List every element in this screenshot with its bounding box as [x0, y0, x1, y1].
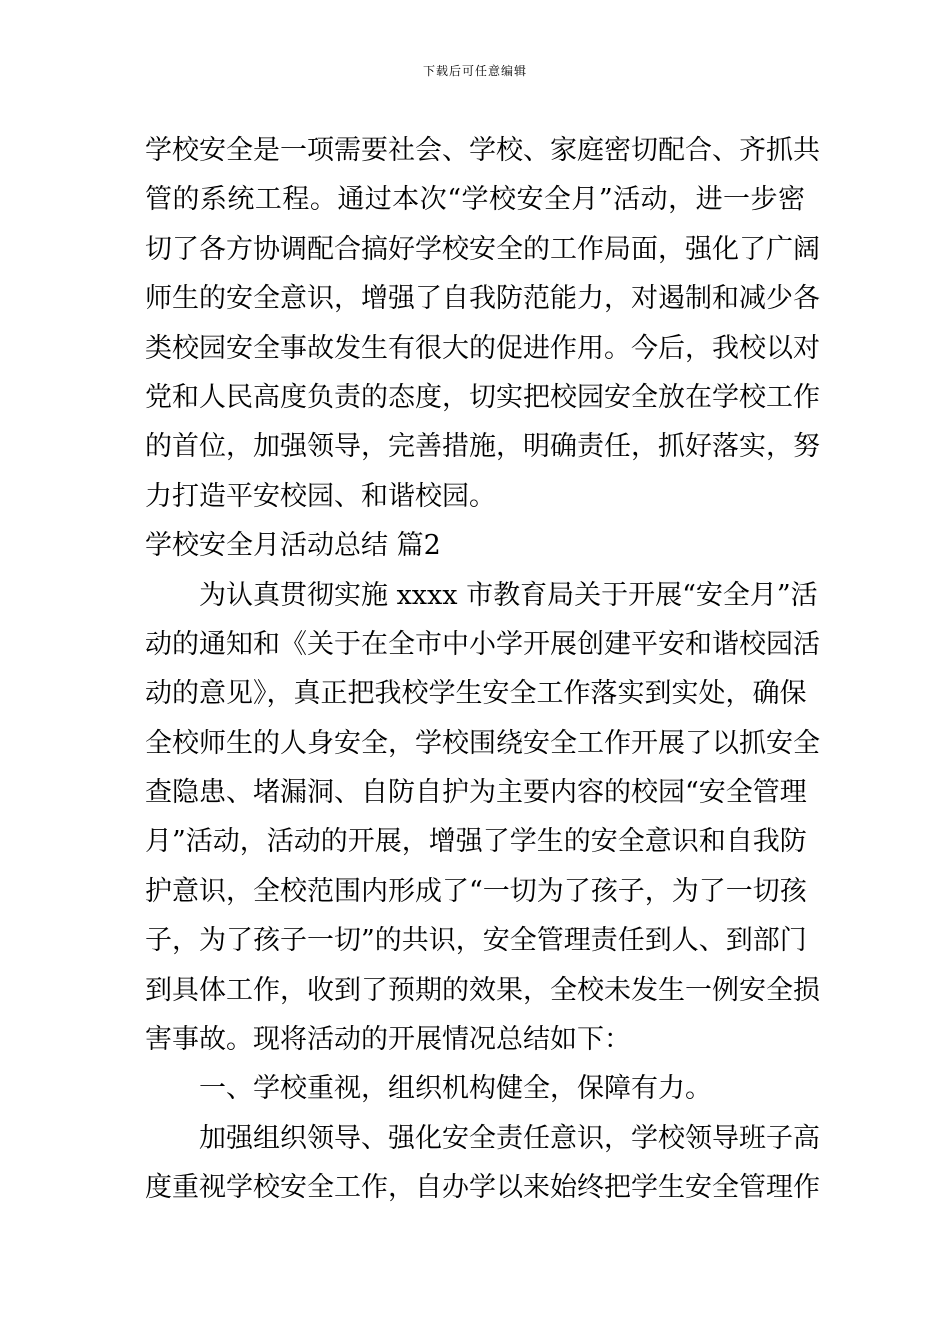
paragraph-line: 的首位，加强领导，完善措施，明确责任，抓好落实，努 — [145, 431, 820, 463]
header-note: 下载后可任意编辑 — [422, 64, 527, 78]
paragraph-line: 管的系统工程。通过本次“学校安全月”活动，进一步密 — [145, 184, 805, 216]
paragraph-line: 学校安全是一项需要社会、学校、家庭密切配合、齐抓共 — [145, 135, 820, 166]
paragraph-line: 查隐患、堵漏洞、自防自护为主要内容的校园“安全管理 — [145, 777, 807, 809]
subheading: 一、学校重视，组织机构健全，保障有力。 — [199, 1073, 712, 1105]
paragraph-line: 切了各方协调配合搞好学校安全的工作局面，强化了广阔 — [145, 233, 820, 265]
section-title: 学校安全月活动总结 篇2 — [145, 530, 441, 562]
paragraph-2 — [145, 571, 820, 1065]
paragraph-line: 师生的安全意识，增强了自我防范能力，对遏制和减少各 — [145, 283, 820, 315]
paragraph-line: 党和人民高度负责的态度，切实把校园安全放在学校工作 — [145, 381, 820, 413]
paragraph-line: 到具体工作，收到了预期的效果，全校未发生一例安全损 — [145, 974, 820, 1006]
paragraph-line: 护意识，全校范围内形成了“一切为了孩子，为了一切孩 — [145, 875, 807, 907]
paragraph-line: 为认真贯彻实施 xxxx 市教育局关于开展“安全月”活 — [199, 579, 818, 611]
paragraph-line: 类校园安全事故发生有很大的促进作用。今后，我校以对 — [145, 332, 820, 364]
paragraph-line: 动的通知和《关于在全市中小学开展创建平安和谐校园活 — [145, 628, 820, 660]
paragraph-line: 全校师生的人身安全，学校围绕安全工作开展了以抓安全 — [145, 727, 820, 759]
paragraph-line: 月”活动，活动的开展，增强了学生的安全意识和自我防 — [145, 826, 807, 858]
paragraph-3 — [145, 1114, 820, 1213]
paragraph-line: 度重视学校安全工作，自办学以来始终把学生安全管理作 — [145, 1172, 820, 1204]
paragraph-1 — [145, 126, 820, 521]
paragraph-line: 加强组织领导、强化安全责任意识，学校领导班子高 — [199, 1122, 820, 1154]
paragraph-line: 害事故。现将活动的开展情况总结如下： — [145, 1024, 631, 1056]
paragraph-line: 力打造平安校园、和谐校园。 — [145, 480, 496, 512]
paragraph-line: 动的意见》，真正把我校学生安全工作落实到实处，确保 — [145, 678, 807, 710]
document-body — [145, 126, 820, 1213]
paragraph-line: 子，为了孩子一切”的共识，安全管理责任到人、到部门 — [145, 925, 807, 957]
